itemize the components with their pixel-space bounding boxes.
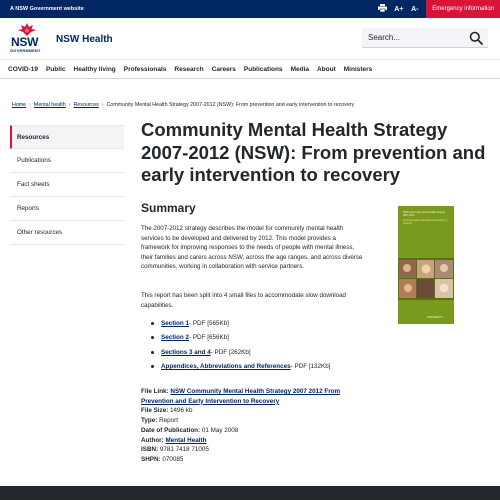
meta-author	[141, 436, 371, 446]
meta-date	[141, 426, 371, 436]
file-link-section-1[interactable]: Section 1	[161, 319, 189, 327]
meta-label: ISBN:	[141, 446, 159, 454]
printer-icon[interactable]	[378, 4, 387, 14]
cover-photo-collage	[398, 258, 454, 300]
list-item	[151, 316, 391, 331]
meta-value: 01 May 2008	[201, 426, 239, 434]
page-title: Community Mental Health Strategy 2007-2012 (NSW): From prevention and early intervention to recovery	[141, 119, 486, 185]
file-list	[151, 316, 391, 374]
sidebar-item-fact-sheets[interactable]: Fact sheets	[10, 173, 124, 197]
sidebar-item-other-resources[interactable]: Other resources	[10, 221, 124, 245]
nav-item-research[interactable]: Research	[174, 65, 204, 73]
nav-item-careers[interactable]: Careers	[211, 65, 236, 73]
masthead-bar	[0, 0, 500, 18]
cover-title: NSW community mental health strategy 2007-2012 From prevention and early intervention to recovery	[403, 211, 447, 225]
nav-item-media[interactable]: Media	[290, 65, 309, 73]
side-navigation	[10, 125, 124, 245]
nsw-government-logo[interactable]	[10, 23, 44, 57]
bullet-icon	[151, 351, 154, 354]
breadcrumb-mental-health[interactable]: Mental health	[33, 102, 66, 108]
nav-item-ministers[interactable]: Ministers	[343, 65, 373, 73]
meta-value: Report	[159, 417, 178, 425]
file-link-sections-3-4[interactable]: Sections 3 and 4	[161, 348, 211, 356]
chevron-right-icon: ›	[68, 102, 71, 108]
logo-subtext: GOVERNMENT	[10, 48, 41, 53]
site-brand[interactable]: NSW Health	[56, 34, 113, 45]
main-navigation	[0, 59, 500, 79]
breadcrumb	[12, 102, 354, 108]
file-info: - PDF [565Kb]	[189, 319, 229, 327]
nav-item-about[interactable]: About	[316, 65, 336, 73]
chevron-right-icon: ›	[29, 102, 31, 108]
file-download-link[interactable]: NSW Community Mental Health Strategy 2007 2012 From Prevention and Early Intervention to Recovery	[141, 388, 341, 405]
search-icon[interactable]	[469, 31, 483, 45]
list-item	[151, 360, 391, 375]
sidebar-item-resources[interactable]: Resources	[10, 125, 124, 149]
nav-item-publications[interactable]: Publications	[243, 65, 283, 73]
text-increase-button[interactable]: A+	[394, 5, 404, 13]
logo-text: NSW	[11, 35, 39, 49]
meta-label: File Size:	[141, 407, 169, 415]
chevron-right-icon: ›	[101, 102, 104, 108]
publication-cover-image	[398, 206, 454, 324]
bullet-icon	[151, 322, 154, 325]
file-info: - PDF [656Kb]	[189, 334, 229, 342]
meta-label: Type:	[141, 417, 158, 425]
author-link[interactable]: Mental Health	[165, 436, 207, 444]
meta-isbn	[141, 445, 371, 455]
sidebar-item-publications[interactable]: Publications	[10, 149, 124, 173]
list-item	[151, 331, 391, 346]
split-files-note: This report has been split into 4 small files to accommodate slow download capabilities.	[141, 292, 346, 309]
nav-item-professionals[interactable]: Professionals	[123, 65, 167, 73]
file-link-section-2[interactable]: Section 2	[161, 334, 189, 342]
meta-file-link	[141, 387, 371, 406]
breadcrumb-home[interactable]: Home	[12, 102, 27, 108]
summary-heading: Summary	[141, 201, 196, 215]
meta-label: Date of Publication:	[141, 426, 201, 434]
list-item	[151, 345, 391, 360]
meta-value: 1496 kb	[170, 407, 193, 415]
meta-value: 9781 7418 71005	[159, 446, 209, 454]
bullet-icon	[151, 365, 154, 368]
breadcrumb-current: Community Mental Health Strategy 2007-2012 (NSW): From prevention and early intervention to recovery	[106, 102, 355, 108]
nav-item-healthy-living[interactable]: Healthy living	[73, 65, 116, 73]
publication-metadata	[141, 387, 371, 465]
summary-paragraph: The 2007-2012 strategy describes the model for community mental health services to be developed and delivered by 2012. This model provides a framework for improving responses to the needs of people with mental illness, their families and carers across NSW, across the age ranges, and across diverse communities, working in collaboration with service partners.	[141, 225, 363, 271]
nav-item-public[interactable]: Public	[45, 65, 66, 73]
meta-shpn	[141, 455, 371, 465]
nav-item-covid-19[interactable]: COVID-19	[8, 65, 38, 73]
file-info: - PDF [262Kb]	[210, 348, 251, 356]
file-info: - PDF [132Kb]	[290, 363, 331, 371]
gov-site-label: A NSW Government website	[10, 6, 84, 12]
text-decrease-button[interactable]: A-	[411, 5, 419, 13]
bullet-icon	[151, 336, 154, 339]
site-header	[0, 18, 500, 59]
cover-footer: NSW HEALTH	[427, 316, 443, 319]
page-tools	[378, 0, 494, 18]
meta-label: File Link:	[141, 388, 169, 395]
breadcrumb-resources[interactable]: Resources	[73, 102, 99, 108]
meta-value: 070085	[162, 455, 184, 463]
meta-type	[141, 416, 371, 426]
meta-label: SHPN:	[141, 455, 161, 463]
meta-file-size	[141, 406, 371, 416]
search-box	[362, 28, 488, 48]
emergency-information-button[interactable]: Emergency information	[426, 0, 500, 18]
site-footer	[0, 486, 500, 500]
file-link-appendices[interactable]: Appendices, Abbreviations and References	[161, 363, 291, 371]
sidebar-item-reports[interactable]: Reports	[10, 197, 124, 221]
search-input[interactable]	[368, 33, 458, 42]
meta-label: Author:	[141, 436, 164, 444]
